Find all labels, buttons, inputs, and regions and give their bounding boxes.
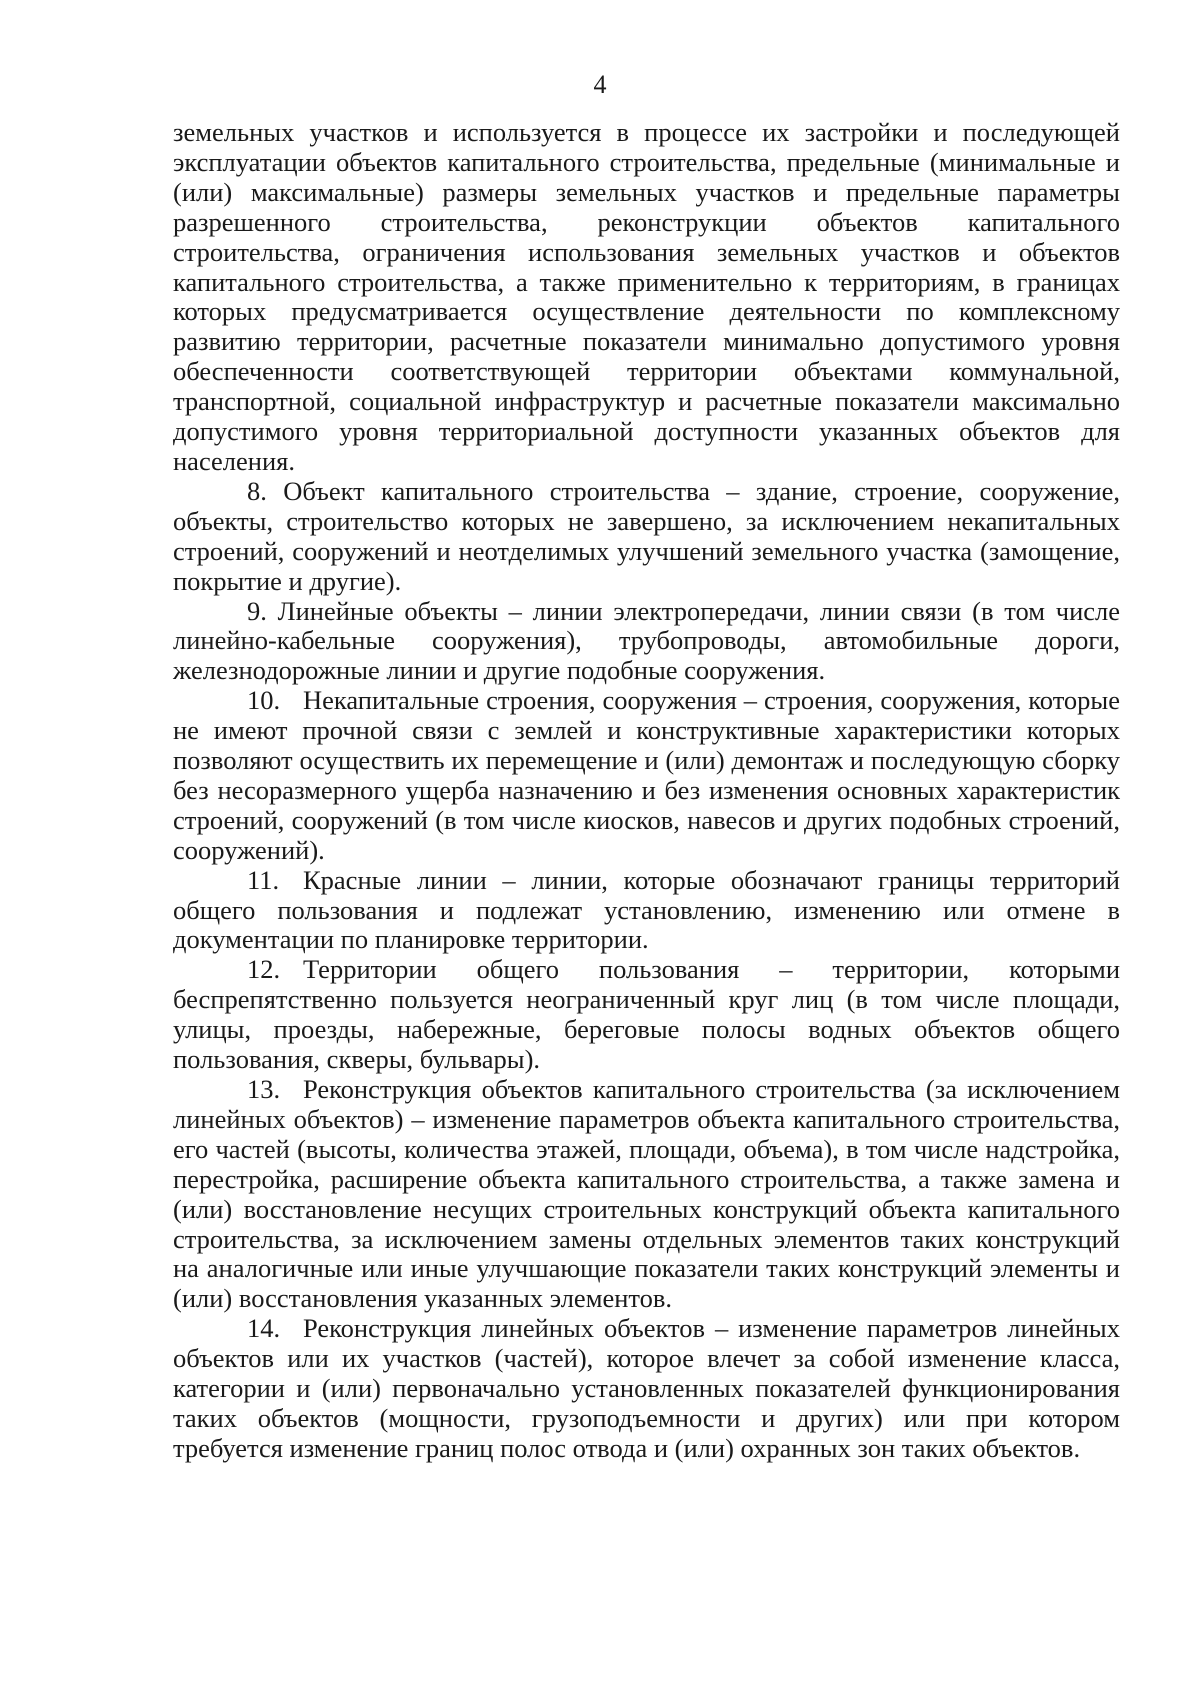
- paragraph-text: Красные линии – линии, которые обозначают границы территорий общего пользования и подлежат установлению, изменению или отмене в документации по планировке территории.: [173, 864, 1120, 955]
- paragraph-number: 9.: [247, 595, 267, 626]
- paragraph-text: Реконструкция линейных объектов – изменение параметров линейных объектов или их участков (частей), которое влечет за собой изменение класса, категории и (или) первоначально установленных показателей функционирования таких объектов (мощности, грузоподъемности и других) или при котором требуется изменение границ полос отвода и (или) охранных зон таких объектов.: [173, 1313, 1120, 1463]
- paragraph-text: Объект капитального строительства – здание, строение, сооружение, объекты, строительство которых не завершено, за исключением некапитальных строений, сооружений и неотделимых улучшений земельного участка (замощение, покрытие и другие).: [173, 475, 1121, 596]
- paragraph-number: 11.: [247, 864, 280, 895]
- paragraph-13: [173, 1075, 1120, 1314]
- paragraph-text: Территории общего пользования – территории, которыми беспрепятственно пользуется неограниченный круг лиц (в том числе площади, улицы, проезды, набережные, береговые полосы водных объектов общего пользования, скверы, бульвары).: [173, 954, 1120, 1075]
- paragraph-11: [173, 866, 1120, 956]
- document-body: [173, 118, 1120, 1464]
- page-number: 4: [593, 70, 607, 99]
- paragraph-text: Реконструкция объектов капитального строительства (за исключением линейных объектов) – изменение параметров объекта капитального строительства, его частей (высоты, количества этажей, площади, объема), в том числе надстройка, перестройка, расширение объекта капитального строительства, а также замена и (или) восстановление несущих строительных конструкций объекта капитального строительства, за исключением замены отдельных элементов таких конструкций на аналогичные или иные улучшающие показатели таких конструкций элементы и (или) восстановления указанных элементов.: [173, 1074, 1120, 1314]
- paragraph-text: Некапитальные строения, сооружения – строения, сооружения, которые не имеют прочной связи с землей и конструктивные характеристики которых позволяют осуществить их перемещение и (или) демонтаж и последующую сборку без несоразмерного ущерба назначению и без изменения основных характеристик строений, сооружений (в том числе киосков, навесов и других подобных строений, сооружений).: [173, 685, 1120, 865]
- paragraph-text: земельных участков и используется в процессе их застройки и последующей эксплуатации объектов капитального строительства, предельные (минимальные и (или) максимальные) размеры земельных участков и предельные параметры разрешенного строительства, реконструкции объектов капитального строительства, ограничения использования земельных участков и объектов капитального строительства, а также применительно к территориям, в границах которых предусматривается осуществление деятельности по комплексному развитию территории, расчетные показатели минимально допустимого уровня обеспеченности соответствующей территории объектами коммунальной, транспортной, социальной инфраструктур и расчетные показатели максимально допустимого уровня территориальной доступности указанных объектов для населения.: [173, 117, 1120, 476]
- paragraph-9: [173, 597, 1120, 687]
- paragraph-continuation: [173, 118, 1120, 477]
- paragraph-number: 10.: [247, 685, 281, 716]
- paragraph-number: 13.: [247, 1074, 281, 1104]
- paragraph-text: Линейные объекты – линии электропередачи, линии связи (в том числе линейно-кабельные сооружения), трубопроводы, автомобильные дороги, железнодорожные линии и другие подобные сооружения.: [173, 595, 1120, 686]
- paragraph-14: [173, 1314, 1120, 1464]
- paragraph-10: [173, 686, 1120, 865]
- paragraph-12: [173, 955, 1120, 1075]
- paragraph-8: [173, 477, 1120, 597]
- paragraph-number: 14.: [247, 1313, 281, 1344]
- paragraph-number: 8.: [247, 475, 267, 506]
- paragraph-number: 12.: [247, 954, 281, 985]
